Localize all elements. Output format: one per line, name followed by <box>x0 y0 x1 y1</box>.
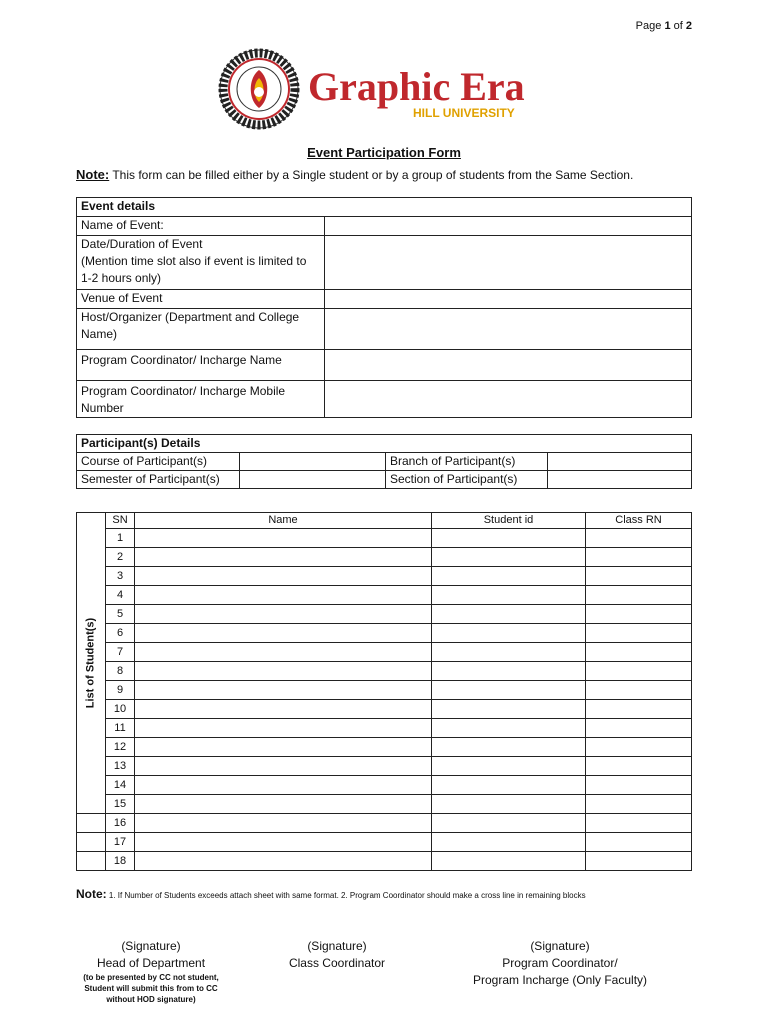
class-rn-field[interactable] <box>586 814 692 833</box>
table-row <box>77 624 692 643</box>
student-id-field[interactable] <box>432 624 586 643</box>
table-row <box>77 719 692 738</box>
column-header: Student id <box>432 513 586 529</box>
column-header: Class RN <box>586 513 692 529</box>
name-field[interactable] <box>135 776 432 795</box>
student-id-field[interactable] <box>432 795 586 814</box>
side-cell <box>77 852 106 871</box>
class-rn-field[interactable] <box>586 852 692 871</box>
table-row <box>77 738 692 757</box>
university-logo <box>218 48 550 130</box>
name-field[interactable] <box>135 529 432 548</box>
branch-field[interactable] <box>548 453 692 471</box>
class-rn-field[interactable] <box>586 567 692 586</box>
name-field[interactable] <box>135 814 432 833</box>
table-row <box>77 795 692 814</box>
name-field[interactable] <box>135 548 432 567</box>
table-row <box>77 567 692 586</box>
name-field[interactable] <box>135 719 432 738</box>
top-note: Note: This form can be filled either by a Single student or by a group of students from the Same Section. <box>76 167 634 182</box>
class-rn-field[interactable] <box>586 662 692 681</box>
branch-label: Branch of Participant(s) <box>386 453 548 471</box>
serial-number: 2 <box>106 548 135 567</box>
serial-number: 12 <box>106 738 135 757</box>
name-field[interactable] <box>135 738 432 757</box>
table-row <box>77 586 692 605</box>
name-field[interactable] <box>135 643 432 662</box>
signature-hod: (Signature) Head of Department (to be presented by CC not student, Student will submit this from to CC without HOD signature) <box>83 939 219 1004</box>
serial-number: 4 <box>106 586 135 605</box>
course-field[interactable] <box>240 453 386 471</box>
course-label: Course of Participant(s) <box>77 453 240 471</box>
class-rn-field[interactable] <box>586 605 692 624</box>
serial-number: 8 <box>106 662 135 681</box>
class-rn-field[interactable] <box>586 529 692 548</box>
student-list-side-label: List of Student(s) <box>77 513 106 814</box>
student-id-field[interactable] <box>432 662 586 681</box>
table-row <box>77 548 692 567</box>
class-rn-field[interactable] <box>586 738 692 757</box>
name-field[interactable] <box>135 700 432 719</box>
section-label: Section of Participant(s) <box>386 471 548 489</box>
student-list-table <box>76 512 692 871</box>
event-field[interactable] <box>325 381 692 418</box>
participant-details-header: Participant(s) Details <box>77 435 692 453</box>
class-rn-field[interactable] <box>586 548 692 567</box>
name-field[interactable] <box>135 567 432 586</box>
serial-number: 1 <box>106 529 135 548</box>
event-field[interactable] <box>325 217 692 236</box>
signature-program-coordinator: (Signature) Program Coordinator/ Program Incharge (Only Faculty) <box>472 939 648 987</box>
logo-subtitle: HILL UNIVERSITY <box>413 106 515 120</box>
class-rn-field[interactable] <box>586 776 692 795</box>
class-rn-field[interactable] <box>586 643 692 662</box>
student-id-field[interactable] <box>432 700 586 719</box>
section-field[interactable] <box>548 471 692 489</box>
student-id-field[interactable] <box>432 719 586 738</box>
table-row <box>77 833 692 852</box>
signature-class-coordinator: (Signature) Class Coordinator <box>288 939 386 970</box>
event-field[interactable] <box>325 350 692 381</box>
table-row <box>77 852 692 871</box>
student-id-field[interactable] <box>432 529 586 548</box>
semester-field[interactable] <box>240 471 386 489</box>
event-label: Venue of Event <box>77 290 325 309</box>
side-cell <box>77 833 106 852</box>
name-field[interactable] <box>135 624 432 643</box>
event-field[interactable] <box>325 236 692 290</box>
table-row <box>77 681 692 700</box>
serial-number: 10 <box>106 700 135 719</box>
class-rn-field[interactable] <box>586 700 692 719</box>
student-id-field[interactable] <box>432 586 586 605</box>
student-id-field[interactable] <box>432 738 586 757</box>
name-field[interactable] <box>135 833 432 852</box>
serial-number: 7 <box>106 643 135 662</box>
logo-name: Graphic Era <box>308 64 525 109</box>
class-rn-field[interactable] <box>586 586 692 605</box>
name-field[interactable] <box>135 605 432 624</box>
name-field[interactable] <box>135 852 432 871</box>
name-field[interactable] <box>135 681 432 700</box>
serial-number: 16 <box>106 814 135 833</box>
event-label: Host/Organizer (Department and College Name) <box>77 309 325 350</box>
serial-number: 3 <box>106 567 135 586</box>
form-title: Event Participation Form <box>307 145 461 160</box>
serial-number: 13 <box>106 757 135 776</box>
class-rn-field[interactable] <box>586 795 692 814</box>
serial-number: 17 <box>106 833 135 852</box>
table-row <box>77 605 692 624</box>
serial-number: 6 <box>106 624 135 643</box>
name-field[interactable] <box>135 662 432 681</box>
student-id-field[interactable] <box>432 605 586 624</box>
serial-number: 18 <box>106 852 135 871</box>
event-label: Program Coordinator/ Incharge Name <box>77 350 325 381</box>
event-field[interactable] <box>325 309 692 350</box>
table-row <box>77 776 692 795</box>
bottom-note: Note: 1. If Number of Students exceeds attach sheet with same format. 2. Program Coordinator should make a cross line in remaining blocks <box>76 887 586 901</box>
side-cell <box>77 814 106 833</box>
student-id-field[interactable] <box>432 814 586 833</box>
student-id-field[interactable] <box>432 776 586 795</box>
page-number: Page 1 of 2 <box>635 20 692 32</box>
event-label: Date/Duration of Event (Mention time slot also if event is limited to 1-2 hours only) <box>77 236 325 290</box>
serial-number: 14 <box>106 776 135 795</box>
event-details-table <box>76 197 692 418</box>
student-id-field[interactable] <box>432 757 586 776</box>
serial-number: 5 <box>106 605 135 624</box>
table-row <box>77 814 692 833</box>
event-details-header: Event details <box>77 198 692 217</box>
serial-number: 15 <box>106 795 135 814</box>
table-row <box>77 643 692 662</box>
table-row <box>77 757 692 776</box>
student-id-field[interactable] <box>432 567 586 586</box>
class-rn-field[interactable] <box>586 833 692 852</box>
class-rn-field[interactable] <box>586 757 692 776</box>
event-label: Name of Event: <box>77 217 325 236</box>
class-rn-field[interactable] <box>586 624 692 643</box>
name-field[interactable] <box>135 586 432 605</box>
seal-icon <box>220 50 298 128</box>
column-header: SN <box>106 513 135 529</box>
event-label: Program Coordinator/ Incharge Mobile Number <box>77 381 325 418</box>
table-row <box>77 662 692 681</box>
name-field[interactable] <box>135 795 432 814</box>
table-row <box>77 700 692 719</box>
class-rn-field[interactable] <box>586 719 692 738</box>
student-id-field[interactable] <box>432 643 586 662</box>
table-row <box>77 529 692 548</box>
student-id-field[interactable] <box>432 681 586 700</box>
student-id-field[interactable] <box>432 548 586 567</box>
semester-label: Semester of Participant(s) <box>77 471 240 489</box>
name-field[interactable] <box>135 757 432 776</box>
serial-number: 11 <box>106 719 135 738</box>
student-id-field[interactable] <box>432 833 586 852</box>
class-rn-field[interactable] <box>586 681 692 700</box>
column-header: Name <box>135 513 432 529</box>
student-id-field[interactable] <box>432 852 586 871</box>
participant-details-table <box>76 434 692 489</box>
serial-number: 9 <box>106 681 135 700</box>
event-field[interactable] <box>325 290 692 309</box>
